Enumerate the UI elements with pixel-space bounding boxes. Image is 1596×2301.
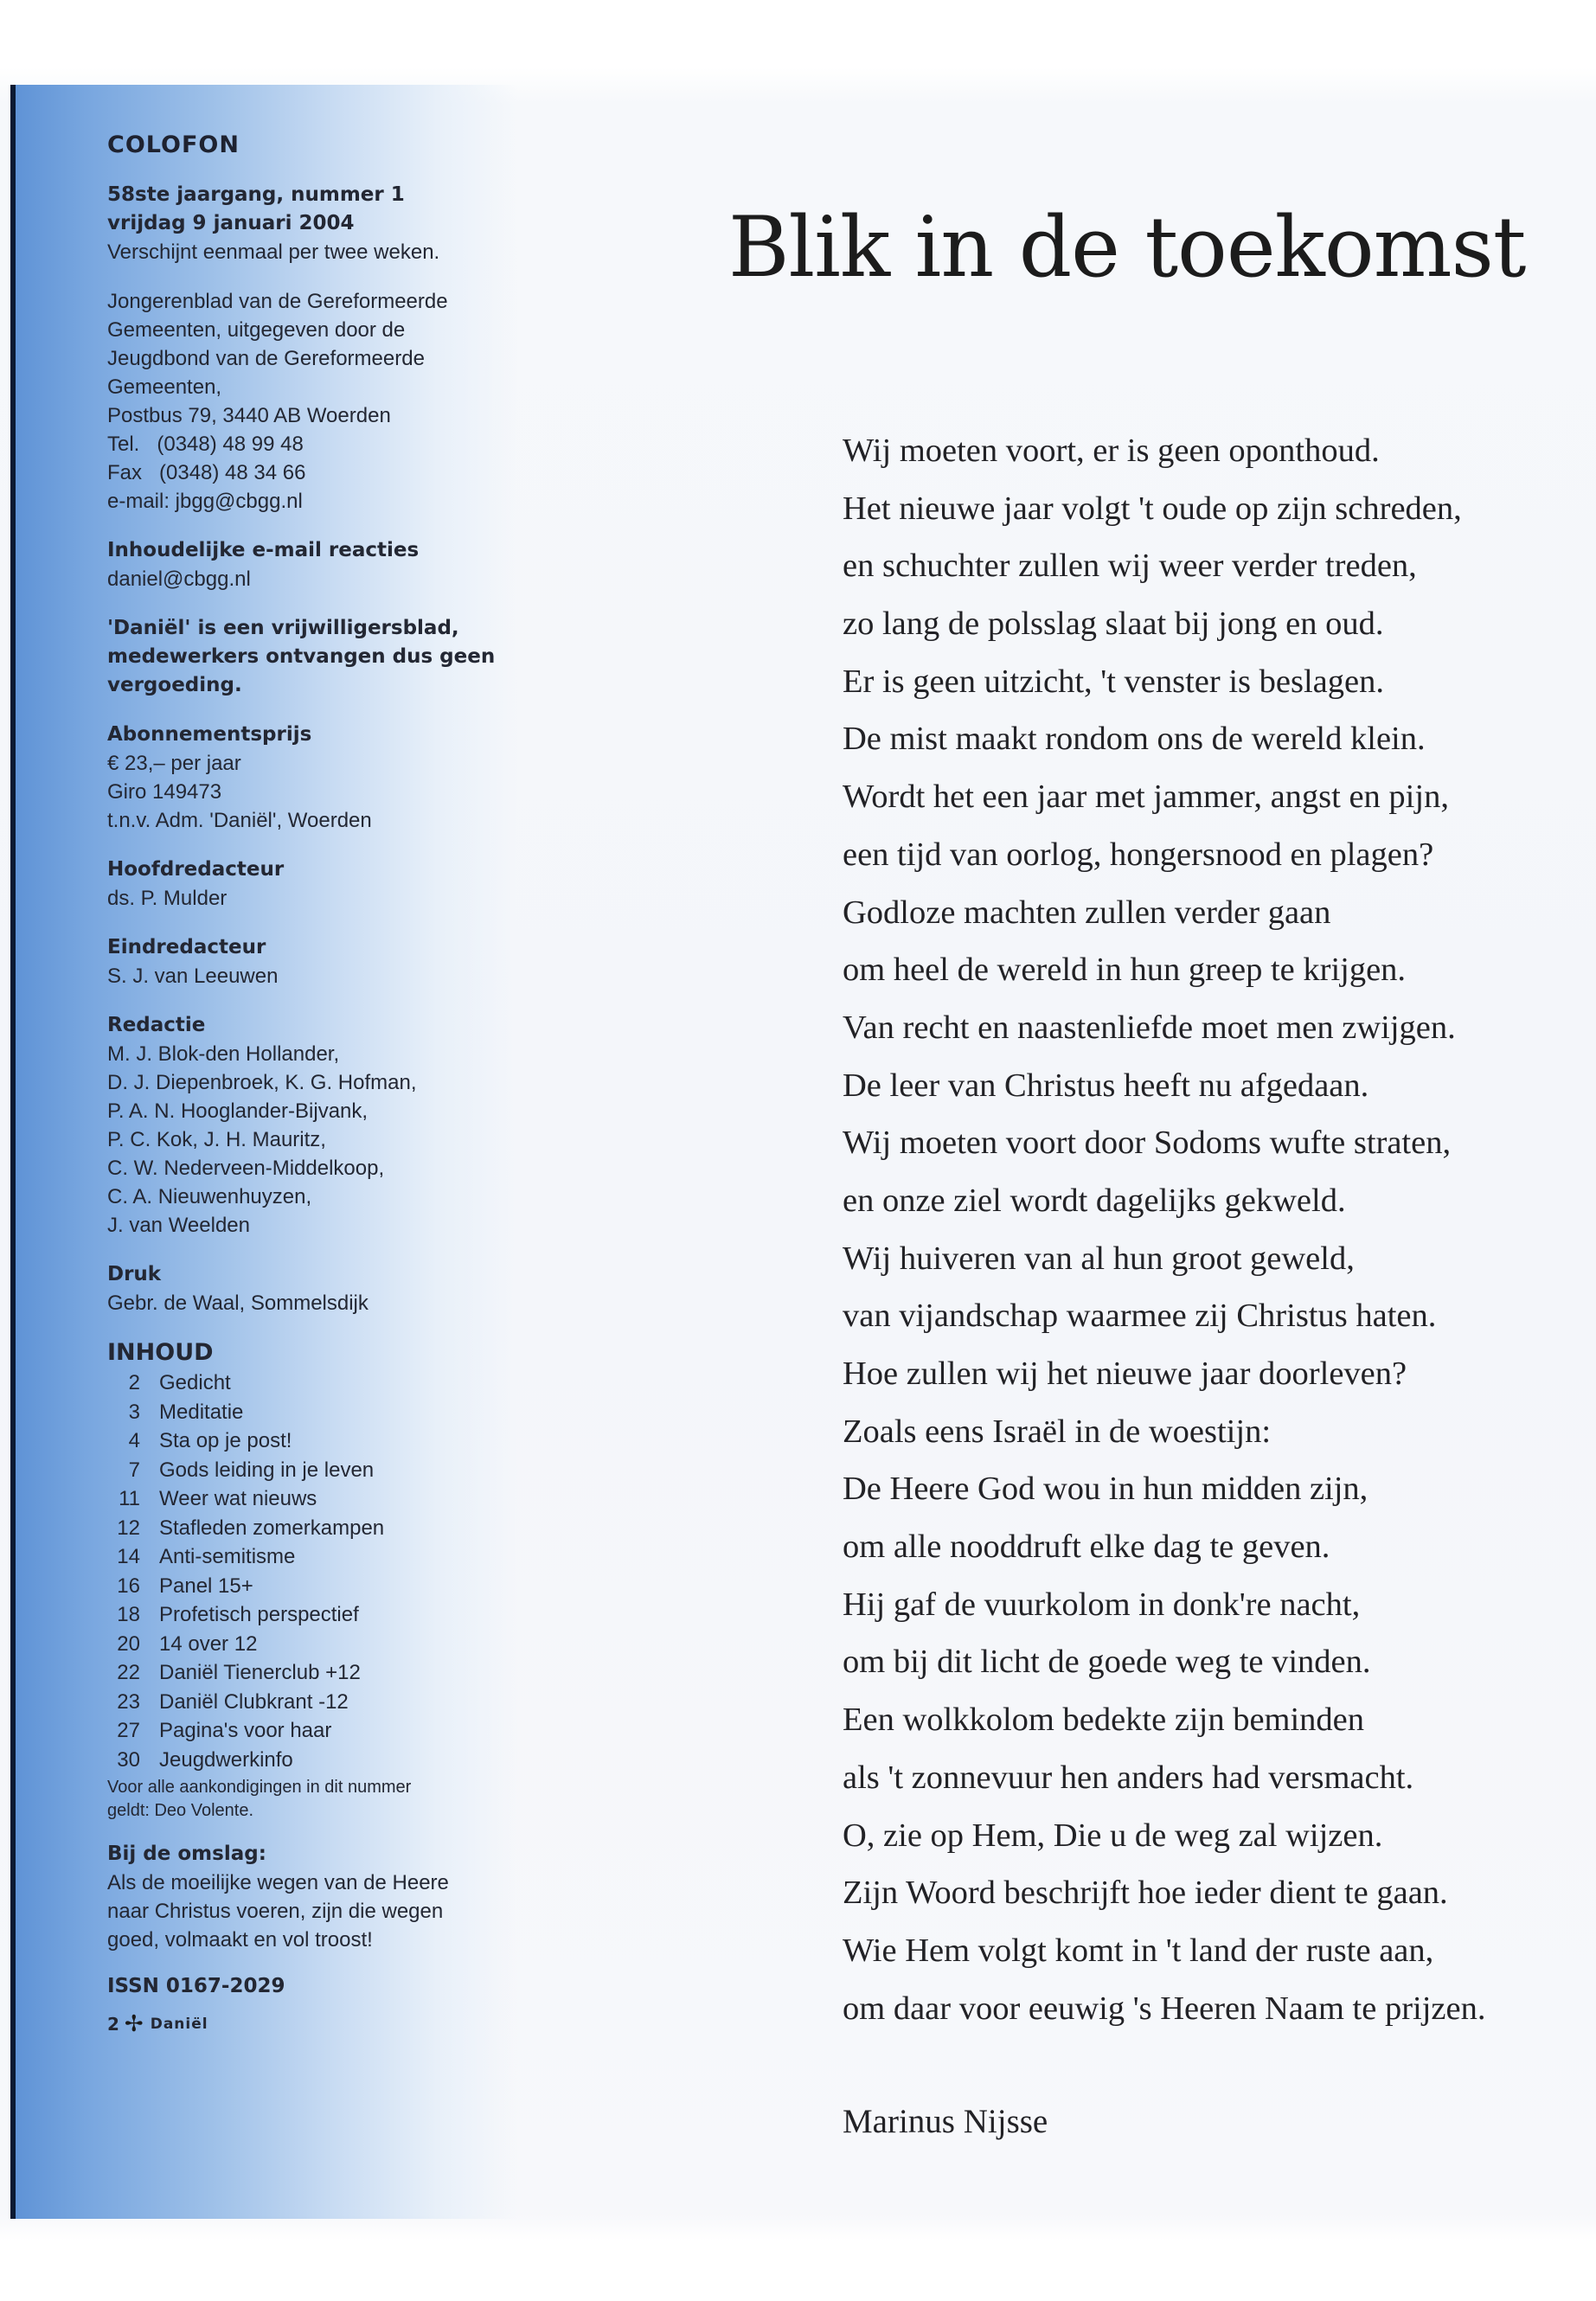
subscription-info	[107, 721, 514, 835]
editor-in-chief	[107, 856, 514, 913]
editorial-member: D. J. Diepenbroek, K. G. Hofman,	[107, 1071, 417, 1094]
contents-page: 11	[119, 1487, 140, 1510]
poem-line: Hij gaf de vuurkolom in donk're nacht,	[843, 1586, 1361, 1623]
publisher-line: Gemeenten, uitgegeven door de	[107, 318, 406, 342]
poem-line: De leer van Christus heeft nu afgedaan.	[843, 1067, 1369, 1104]
poem-line: om heel de wereld in hun greep te krijgen.	[843, 952, 1407, 989]
contents-title: Jeugdwerkinfo	[159, 1747, 293, 1772]
contents-note-line: Voor alle aankondigingen in dit nummer	[107, 1778, 412, 1797]
contents-title: Stafleden zomerkampen	[159, 1516, 385, 1540]
print-value: Gebr. de Waal, Sommelsdijk	[107, 1292, 369, 1315]
poem-line: Zoals eens Israël in de woestijn:	[843, 1413, 1272, 1450]
contents-item	[107, 1542, 514, 1572]
editorial-label: Redactie	[107, 1014, 206, 1036]
editorial-member: J. van Weelden	[107, 1214, 250, 1237]
email-reactions-address: daniel@cbgg.nl	[107, 567, 251, 591]
cover-info	[107, 1840, 514, 1954]
poem-line: Het nieuwe jaar volgt 't oude op zijn schreden,	[843, 490, 1462, 527]
contents-item	[107, 1630, 514, 1659]
contents-title: Meditatie	[159, 1400, 244, 1424]
email-reactions	[107, 536, 514, 593]
contents-title: Daniël Tienerclub +12	[159, 1661, 361, 1684]
poem-line: om alle nooddruft elke dag te geven.	[843, 1529, 1330, 1566]
poem-line: Zijn Woord beschrijft hoe ieder dient te gaan.	[843, 1875, 1448, 1912]
poem-line: Wordt het een jaar met jammer, angst en pijn,	[843, 779, 1449, 816]
contents-title: Weer wat nieuws	[159, 1487, 317, 1510]
contents-note	[107, 1776, 514, 1823]
editor-in-chief-name: ds. P. Mulder	[107, 887, 228, 910]
poem-line: Van recht en naastenliefde moet men zwijgen.	[843, 1009, 1456, 1046]
contents-page: 22	[117, 1661, 140, 1684]
contents-heading: INHOUD	[107, 1339, 214, 1366]
contents-title: Anti-semitisme	[159, 1545, 296, 1568]
email-reactions-label: Inhoudelijke e-mail reacties	[107, 539, 420, 561]
poem-line: Godloze machten zullen verder gaan	[843, 894, 1331, 931]
page-number: 2	[107, 2014, 119, 2035]
poem-title: Blik in de toekomst	[728, 199, 1526, 296]
publisher-info	[107, 287, 514, 516]
publisher-fax: Fax (0348) 48 34 66	[107, 461, 306, 484]
contents-item	[107, 1368, 514, 1398]
publisher-line: Jeugdbond van de Gereformeerde	[107, 347, 425, 370]
contents-page: 18	[117, 1603, 140, 1626]
editorial-member: C. A. Nieuwenhuyzen,	[107, 1185, 312, 1208]
poem-line: De mist maakt rondom ons de wereld klein.	[843, 721, 1426, 758]
contents-page: 7	[128, 1458, 140, 1482]
poem-line: Wij moeten voort, er is geen oponthoud.	[843, 433, 1380, 469]
publisher-address: Postbus 79, 3440 AB Woerden	[107, 404, 391, 427]
poem-line: om bij dit licht de goede weg te vinden.	[843, 1644, 1371, 1681]
editorial-member: P. C. Kok, J. H. Mauritz,	[107, 1128, 326, 1151]
contents-title: Gedicht	[159, 1371, 231, 1394]
magazine-name: Daniël	[150, 2016, 208, 2033]
poem-line: Er is geen uitzicht, 't venster is beslagen.	[843, 663, 1384, 700]
publisher-line: Jongerenblad van de Gereformeerde	[107, 290, 448, 313]
poem-line: De Heere God wou in hun midden zijn,	[843, 1471, 1368, 1508]
print-info	[107, 1260, 514, 1317]
contents-note-line: geldt: Deo Volente.	[107, 1801, 254, 1820]
poem-line: Wij huiveren van al hun groot geweld,	[843, 1240, 1355, 1277]
poem-line: van vijandschap waarmee zij Christus haten.	[843, 1298, 1437, 1335]
poem-line: om daar voor eeuwig 's Heeren Naam te prijzen.	[843, 1990, 1486, 2027]
publisher-line: Gemeenten,	[107, 375, 222, 399]
editor-in-chief-label: Hoofdredacteur	[107, 858, 285, 881]
cover-label: Bij de omslag:	[107, 1843, 266, 1865]
colofon-content	[107, 131, 514, 2037]
editorial-member: C. W. Nederveen-Middelkoop,	[107, 1157, 385, 1180]
table-of-contents	[107, 1338, 514, 1823]
subscription-account: t.n.v. Adm. 'Daniël', Woerden	[107, 809, 372, 832]
poem-line: een tijd van oorlog, hongersnood en plagen?	[843, 836, 1434, 873]
page-footer	[107, 2011, 514, 2037]
contents-item	[107, 1572, 514, 1601]
contents-item	[107, 1426, 514, 1456]
cover-text-line: naar Christus voeren, zijn die wegen	[107, 1900, 444, 1923]
volunteer-note-line: 'Daniël' is een vrijwilligersblad,	[107, 617, 459, 639]
contents-item	[107, 1688, 514, 1717]
cross-icon: ✢	[124, 2011, 144, 2037]
contents-page: 3	[128, 1400, 140, 1424]
poem-line: O, zie op Hem, Die u de weg zal wijzen.	[843, 1817, 1383, 1854]
editorial-board	[107, 1011, 514, 1240]
editorial-member: M. J. Blok-den Hollander,	[107, 1042, 340, 1066]
contents-list	[107, 1368, 514, 1774]
final-editor-name: S. J. van Leeuwen	[107, 965, 279, 988]
contents-item	[107, 1716, 514, 1746]
contents-title: Profetisch perspectief	[159, 1603, 359, 1626]
issn-number: ISSN 0167-2029	[107, 1975, 285, 1997]
contents-title: 14 over 12	[159, 1631, 258, 1656]
print-label: Druk	[107, 1263, 162, 1285]
contents-page: 20	[117, 1631, 140, 1656]
editorial-member: P. A. N. Hooglander-Bijvank,	[107, 1099, 369, 1123]
poem-author: Marinus Nijsse	[843, 2103, 1048, 2140]
poem-line: en onze ziel wordt dagelijks gekweld.	[843, 1182, 1346, 1219]
poem-line: Wij moeten voort door Sodoms wufte straten,	[843, 1125, 1452, 1162]
cover-text-line: goed, volmaakt en vol troost!	[107, 1928, 373, 1952]
issue-date: vrijdag 9 januari 2004	[107, 212, 355, 234]
contents-page: 2	[128, 1371, 140, 1394]
poem-line: Wie Hem volgt komt in 't land der ruste aan,	[843, 1932, 1434, 1969]
poem-line: Hoe zullen wij het nieuwe jaar doorleven?	[843, 1356, 1407, 1392]
volunteer-note	[107, 614, 514, 700]
final-editor-label: Eindredacteur	[107, 936, 266, 958]
colofon-sidebar	[10, 85, 517, 2219]
subscription-price: € 23,– per jaar	[107, 752, 241, 775]
volunteer-note-line: medewerkers ontvangen dus geen	[107, 645, 496, 668]
contents-page: 4	[128, 1429, 140, 1452]
publisher-email: e-mail: jbgg@cbgg.nl	[107, 490, 303, 513]
poem-line: zo lang de polsslag slaat bij jong en oud.	[843, 606, 1384, 643]
cover-text-line: Als de moeilijke wegen van de Heere	[107, 1871, 449, 1894]
contents-page: 16	[117, 1574, 140, 1598]
contents-page: 23	[117, 1689, 140, 1714]
issue-frequency: Verschijnt eenmaal per twee weken.	[107, 240, 440, 264]
poem-line: Een wolkkolom bedekte zijn beminden	[843, 1702, 1365, 1739]
contents-item	[107, 1658, 514, 1688]
poem-line: als 't zonnevuur hen anders had versmacht.	[843, 1759, 1414, 1796]
issue-info	[107, 181, 514, 266]
contents-title: Gods leiding in je leven	[159, 1458, 375, 1482]
contents-page: 12	[117, 1516, 140, 1540]
subscription-label: Abonnementsprijs	[107, 723, 312, 746]
contents-item	[107, 1456, 514, 1485]
contents-page: 14	[117, 1545, 140, 1568]
contents-title: Pagina's voor haar	[159, 1719, 332, 1742]
publisher-phone: Tel. (0348) 48 99 48	[107, 433, 304, 456]
poem-body	[843, 422, 1552, 2037]
final-editor	[107, 933, 514, 990]
contents-title: Panel 15+	[159, 1574, 253, 1598]
contents-page: 27	[117, 1719, 140, 1742]
volunteer-note-line: vergoeding.	[107, 674, 242, 696]
contents-item	[107, 1514, 514, 1543]
colofon-heading: COLOFON	[107, 131, 240, 158]
contents-item	[107, 1600, 514, 1630]
subscription-giro: Giro 149473	[107, 780, 222, 804]
issue-volume: 58ste jaargang, nummer 1	[107, 183, 405, 206]
contents-item	[107, 1746, 514, 1775]
contents-item	[107, 1484, 514, 1514]
poem-line: en schuchter zullen wij weer verder treden,	[843, 548, 1417, 585]
contents-page: 30	[117, 1747, 140, 1772]
contents-item	[107, 1398, 514, 1427]
contents-title: Daniël Clubkrant -12	[159, 1689, 349, 1714]
contents-title: Sta op je post!	[159, 1429, 292, 1452]
